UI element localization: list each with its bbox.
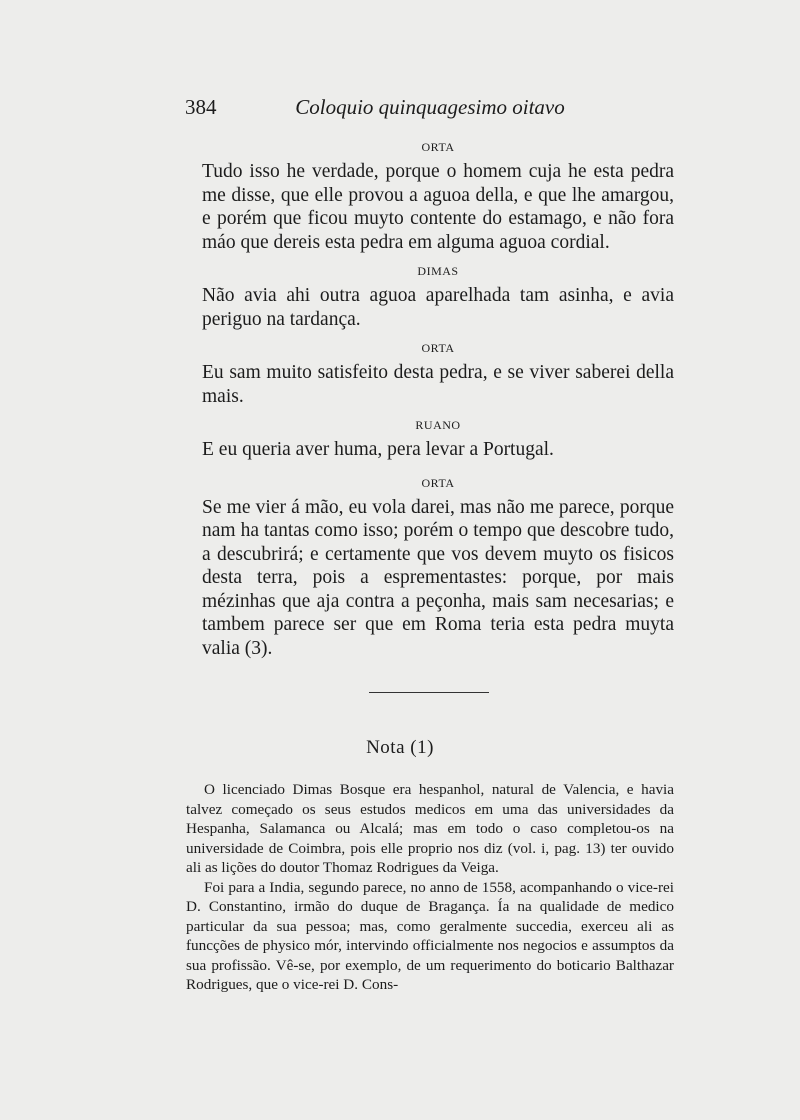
speech-paragraph: E eu queria aver huma, pera levar a Portugal. [202, 439, 554, 460]
speech-paragraph: Eu sam muito satisfeito desta pedra, e se viver saberei della mais. [202, 362, 674, 407]
speaker-label: RUANO [415, 418, 461, 432]
speech-paragraph: Tudo isso he verdade, porque o homem cuja he esta pedra me disse, que elle provou a aguoa della, e que lhe amargou, e porém que ficou muyto contente do estamago, e não fora máo que dereis esta pedra em alguma aguoa cordial. [202, 161, 674, 253]
running-head [185, 95, 675, 125]
speech-paragraph: Não avia ahi outra aguoa aparelhada tam asinha, e avia periguo na tardança. [202, 285, 674, 330]
speaker-label: ORTA [421, 475, 455, 490]
note-paragraph: Foi para a India, segundo parece, no anno de 1558, acompanhando o vice-rei D. Constantino, irmão do duque de Bragança. Ía na qualidade de medico particular da sua pessoa; mas, como geralmente succedia, exerceu ali as funcções de physico mór, intervindo officialmente nos negocios e assumptos da sua profissão. Vê-se, por exemplo, de um requerimento do boticario Balthazar Rodrigues, que o vice-rei D. Cons- [186, 878, 674, 993]
dialogue [202, 130, 674, 660]
note-heading: Nota (1) [366, 737, 434, 758]
note-paragraph: O licenciado Dimas Bosque era hespanhol, natural de Valencia, e havia talvez começado os seus estudos medicos em uma das universidades da Hespanha, Salamanca ou Alcalá; mas em todo o caso completou-os na universidade de Coimbra, pois elle proprio nos diz (vol. i, pag. 13) ter ouvido ali as lições do doutor Thomaz Rodrigues da Veiga. [186, 781, 674, 876]
page-number: 384 [185, 95, 217, 119]
speaker-label: DIMAS [417, 264, 459, 278]
speech-paragraph: Se me vier á mão, eu vola darei, mas não me parece, porque nam ha tantas como isso; porém o tempo que descobre tudo, a descubrirá; e certamente que vos devem muyto os fisicos desta terra, pois a esprementastes: porque, por mais mézinhas que aja contra a peçonha, mais sam necesarias; e tambem parece ser que em Roma teria esta pedra muyta valia (3). [202, 496, 674, 659]
running-title: Coloquio quinquagesimo oitavo [295, 95, 565, 119]
speaker-label: ORTA [421, 140, 455, 154]
footnote-block [186, 780, 674, 995]
speaker-label: ORTA [421, 341, 455, 355]
section-divider [369, 692, 489, 693]
